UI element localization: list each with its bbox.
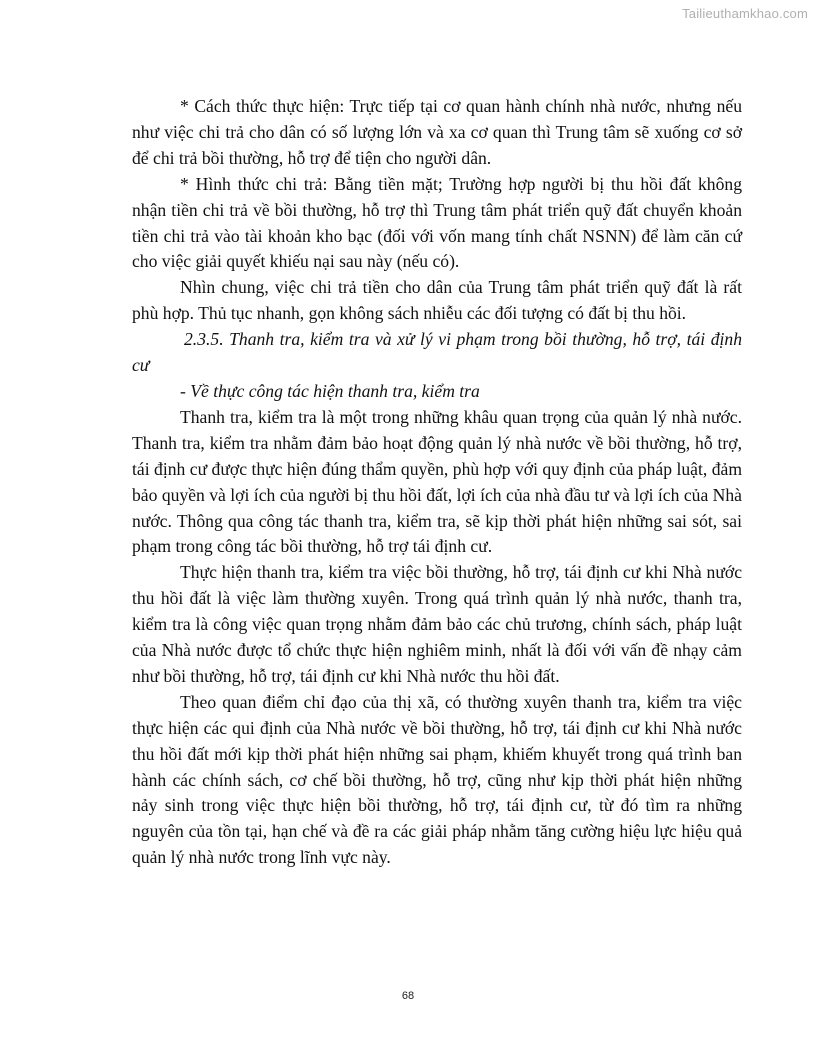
watermark: Tailieuthamkhao.com: [682, 6, 808, 21]
paragraph-inspection-role: Thanh tra, kiểm tra là một trong những khâu quan trọng của quản lý nhà nước. Thanh tra, kiểm tra nhằm đảm bảo hoạt động quản lý nhà nước về bồi thường, hỗ trợ, tái định cư được thực hiện đúng thẩm quyền, phù hợp với quy định của pháp luật, đảm bảo quyền và lợi ích của người bị thu hồi đất, lợi ích của nhà đầu tư và lợi ích của Nhà nước. Thông qua công tác thanh tra, kiểm tra, sẽ kịp thời phát hiện những sai sót, sai phạm trong công tác bồi thường, hỗ trợ tái định cư.: [132, 406, 742, 557]
document-body: [132, 94, 742, 871]
paragraph-inspection-regular: Thực hiện thanh tra, kiểm tra việc bồi thường, hỗ trợ, tái định cư khi Nhà nước thu hồi đất là việc làm thường xuyên. Trong quá trình quản lý nhà nước, thanh tra, kiểm tra là công việc quan trọng nhằm đảm bảo các chủ trương, chính sách, pháp luật của Nhà nước được tổ chức thực hiện nghiêm minh, nhất là đối với vấn đề nhạy cảm như bồi thường, hỗ trợ, tái định cư khi Nhà nước thu hồi đất.: [132, 562, 742, 686]
paragraph-payment-form: * Hình thức chi trả: Bằng tiền mặt; Trường hợp người bị thu hồi đất không nhận tiền chi trả về bồi thường, hỗ trợ thì Trung tâm phát triển quỹ đất chuyển khoản tiền chi trả vào tài khoản kho bạc (đối với vốn mang tính chất NSNN) để làm căn cứ cho việc giải quyết khiếu nại sau này (nếu có).: [132, 173, 742, 272]
subsection-heading: - Về thực công tác hiện thanh tra, kiểm tra: [180, 380, 480, 401]
page-number: 68: [401, 990, 415, 1002]
section-heading: 2.3.5. Thanh tra, kiểm tra và xử lý vi phạm trong bồi thường, hỗ trợ, tái định cư: [132, 329, 742, 376]
paragraph-town-viewpoint: Theo quan điểm chỉ đạo của thị xã, có thường xuyên thanh tra, kiểm tra việc thực hiện các qui định của Nhà nước về bồi thường, hỗ trợ, tái định cư khi Nhà nước thu hồi đất mới kịp thời phát hiện những sai phạm, khiếm khuyết trong quá trình ban hành các chính sách, cơ chế bồi thường, hỗ trợ, cũng như kịp thời phát hiện những nảy sinh trong việc thực hiện bồi thường, hỗ trợ, tái định cư, từ đó tìm ra những nguyên của tồn tại, hạn chế và đề ra các giải pháp nhằm tăng cường hiệu lực hiệu quả quản lý nhà nước trong lĩnh vực này.: [132, 691, 742, 868]
paragraph-overview: Nhìn chung, việc chi trả tiền cho dân của Trung tâm phát triển quỹ đất là rất phù hợp. Thủ tục nhanh, gọn không sách nhiễu các đối tượng có đất bị thu hồi.: [132, 277, 742, 324]
paragraph-payment-method: * Cách thức thực hiện: Trực tiếp tại cơ quan hành chính nhà nước, nhưng nếu như việc chi trả cho dân có số lượng lớn và xa cơ quan thì Trung tâm sẽ xuống cơ sở để chi trả bồi thường, hỗ trợ để tiện cho người dân.: [132, 96, 742, 168]
